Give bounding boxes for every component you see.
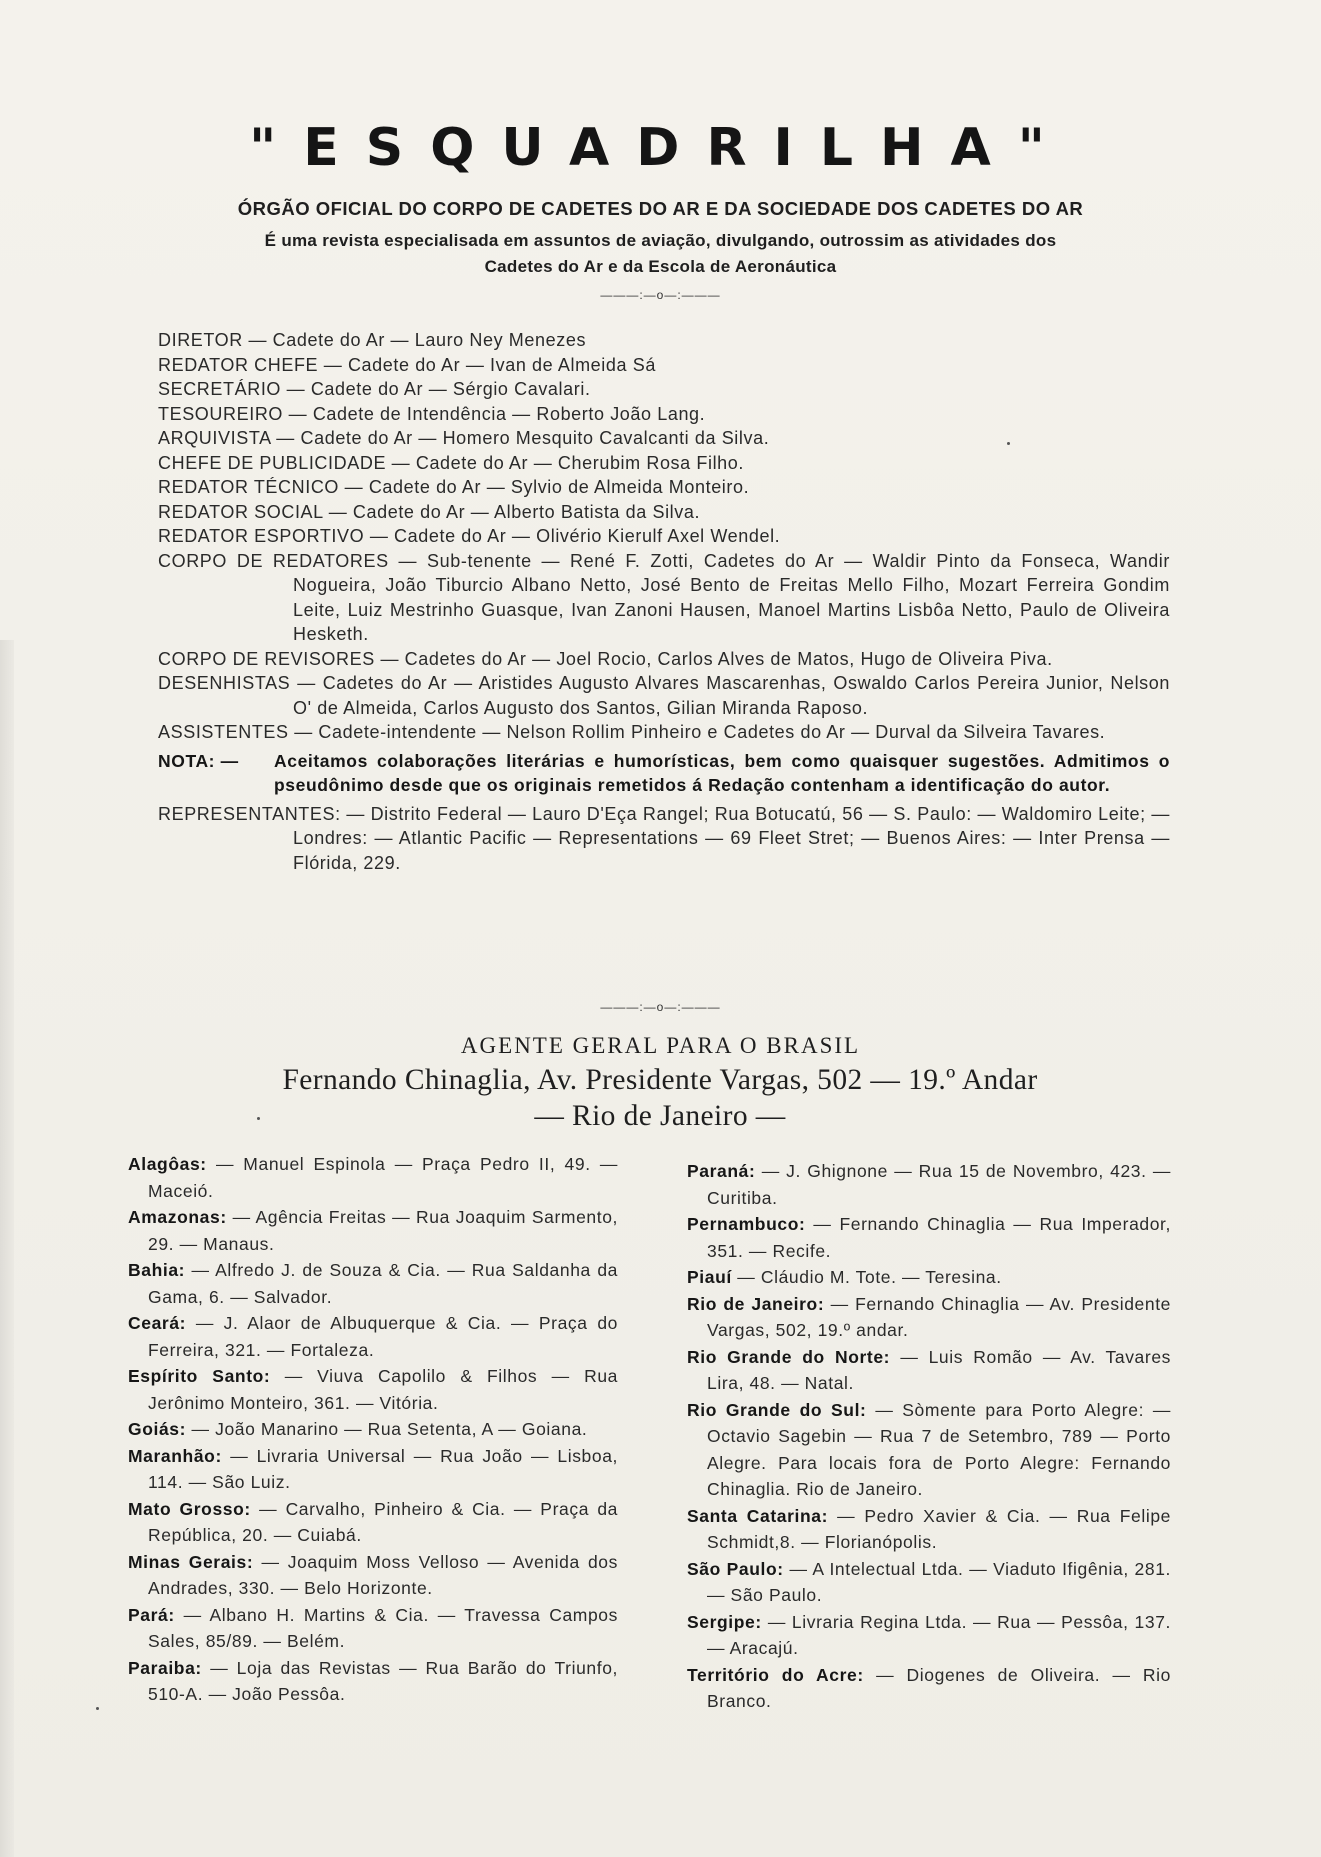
agent-state: Paraiba: [128, 1657, 202, 1678]
agent-entry [128, 1204, 618, 1257]
agent-entry [128, 1655, 618, 1708]
agent-details: — Manuel Espinola — Praça Pedro II, 49. — Maceió. [148, 1154, 618, 1201]
agent-state: Rio de Janeiro: [687, 1293, 825, 1314]
note-block [158, 749, 1170, 798]
staff-archivist: ARQUIVISTA — Cadete do Ar — Homero Mesquito Cavalcanti da Silva. [158, 428, 770, 448]
agent-state: Sergipe: [687, 1611, 762, 1632]
agent-entry [687, 1609, 1171, 1662]
separator-top: ———:—o—:——— [600, 288, 721, 302]
page-fold-shadow [0, 640, 14, 1857]
staff-editors-group [158, 549, 1170, 647]
agent-state: Rio Grande do Norte: [687, 1346, 891, 1367]
agent-state: Pernambuco: [687, 1214, 806, 1234]
agent-address-line2: — Rio de Janeiro — [534, 1100, 786, 1132]
agents-left-column [128, 1151, 618, 1708]
agent-entry [128, 1363, 618, 1416]
agent-details: — J. Ghignone — Rua 15 de Novembro, 423. — Curitiba. [707, 1161, 1171, 1208]
agent-state: Paraná: [687, 1161, 756, 1181]
agent-entry [128, 1443, 618, 1496]
print-speck [1007, 442, 1010, 445]
agent-entry [687, 1662, 1171, 1715]
magazine-subtitle: ÓRGÃO OFICIAL DO CORPO DE CADETES DO AR E DA SOCIEDADE DOS CADETES DO AR [237, 198, 1084, 219]
separator-middle: ———:—o—:——— [600, 1000, 721, 1014]
agent-entry [687, 1158, 1171, 1211]
magazine-title: "ESQUADRILHA" [249, 118, 1072, 178]
representatives-text: REPRESENTANTES: — Distrito Federal — Lauro D'Eça Rangel; Rua Botucatú, 56 — S. Paulo: — Waldomiro Leite; — Londres: — Atlantic Pacific — Representations — 69 Fleet Stret; — Buenos Aires: — Inter Prensa — Flórida, 229. [158, 803, 1170, 873]
staff-sports-editor: REDATOR ESPORTIVO — Cadete do Ar — Olivério Kierulf Axel Wendel. [158, 526, 781, 546]
agent-details: — Diogenes de Oliveira. — Rio Branco. [707, 1664, 1171, 1711]
agent-state: Maranhão: [128, 1445, 222, 1466]
agent-state: Bahia: [128, 1260, 186, 1280]
staff-secretary: SECRETÁRIO — Cadete do Ar — Sérgio Cavalari. [158, 379, 591, 399]
staff-designers-group [158, 671, 1170, 720]
agent-state: Rio Grande do Sul: [687, 1399, 867, 1420]
agent-details: — Fernando Chinaglia — Rua Imperador, 351. — Recife. [707, 1214, 1171, 1261]
editors-group-text: CORPO DE REDATORES — Sub-tenente — René F. Zotti, Cadetes do Ar — Waldir Pinto da Fonseca, Wandir Nogueira, João Tiburcio Albano Netto, José Bento de Freitas Mello Filho, Mozart Ferreira Gondim Leite, Luiz Mestrinho Guasque, Ivan Zanoni Hausen, Manoel Martins Lisbôa Netto, Paulo de Oliveira Hesketh. [158, 550, 1170, 644]
staff-director: DIRETOR — Cadete do Ar — Lauro Ney Menezes [158, 330, 587, 350]
agent-entry [687, 1503, 1171, 1556]
agent-address-line1: Fernando Chinaglia, Av. Presidente Vargas, 502 — 19.º Andar [282, 1064, 1038, 1096]
representatives-block [158, 802, 1170, 876]
agent-state: Amazonas: [128, 1207, 227, 1227]
agent-details: — Viuva Capolilo & Filhos — Rua Jerônimo Monteiro, 361. — Vitória. [148, 1366, 618, 1413]
agent-state: Mato Grosso: [128, 1498, 251, 1519]
magazine-description [0, 228, 1321, 280]
agent-entry [128, 1151, 618, 1204]
agent-state: Santa Catarina: [687, 1505, 829, 1526]
staff-revisors-group [158, 647, 1170, 672]
general-agent-address [140, 1062, 1180, 1134]
agent-entry [687, 1264, 1171, 1291]
agent-entry [687, 1397, 1171, 1503]
agent-entry [128, 1416, 618, 1443]
agent-state: São Paulo: [687, 1558, 784, 1579]
staff-chief-editor: REDATOR CHEFE — Cadete do Ar — Ivan de Almeida Sá [158, 354, 656, 375]
agent-state: Alagôas: [128, 1154, 207, 1174]
agent-entry [128, 1496, 618, 1549]
agent-details: — Pedro Xavier & Cia. — Rua Felipe Schmidt,8. — Florianópolis. [707, 1505, 1172, 1552]
agent-state: Minas Gerais: [128, 1551, 254, 1572]
agent-details: — Cláudio M. Tote. — Teresina. [737, 1267, 1002, 1287]
agent-details: — Loja das Revistas — Rua Barão do Triunfo, 510-A. — João Pessôa. [148, 1657, 618, 1704]
staff-list [158, 328, 1170, 875]
agent-details: — Agência Freitas — Rua Joaquim Sarmento, 29. — Manaus. [148, 1207, 619, 1254]
designers-group-text: DESENHISTAS — Cadetes do Ar — Aristides Augusto Alvares Mascarenhas, Oswaldo Carlos Pereira Junior, Nelson O' de Almeida, Carlos Augusto dos Santos, Gilian Miranda Raposo. [158, 673, 1170, 718]
agent-state: Goiás: [128, 1419, 187, 1439]
staff-publicity-chief: CHEFE DE PUBLICIDADE — Cadete do Ar — Cherubim Rosa Filho. [158, 452, 744, 473]
print-speck [96, 1707, 99, 1710]
agent-entry [687, 1211, 1171, 1264]
general-agent-title: AGENTE GERAL PARA O BRASIL [460, 1033, 861, 1058]
agent-details: — João Manarino — Rua Setenta, A — Goiana. [191, 1419, 588, 1439]
agent-entry [687, 1291, 1171, 1344]
staff-treasurer: TESOUREIRO — Cadete de Intendência — Roberto João Lang. [158, 403, 706, 424]
revisors-group-text: CORPO DE REVISORES — Cadetes do Ar — Joel Rocio, Carlos Alves de Matos, Hugo de Oliveira Piva. [158, 648, 1053, 669]
agent-entry [128, 1310, 618, 1363]
agent-entry [128, 1602, 618, 1655]
agent-state: Espírito Santo: [128, 1366, 271, 1386]
staff-technical-editor: REDATOR TÉCNICO — Cadete do Ar — Sylvio de Almeida Monteiro. [158, 477, 750, 497]
note-label: NOTA: — [158, 750, 239, 771]
agent-state: Piauí [687, 1267, 732, 1287]
agent-details: — Carvalho, Pinheiro & Cia. — Praça da República, 20. — Cuiabá. [148, 1498, 618, 1545]
agent-entry [687, 1344, 1171, 1397]
agent-state: Ceará: [128, 1313, 187, 1333]
description-text: É uma revista especialisada em assuntos de aviação, divulgando, outrossim as atividades dos Cadetes do Ar e da Escola de Aeronáutica [264, 231, 1057, 276]
agent-details: — Albano H. Martins & Cia. — Travessa Campos Sales, 85/89. — Belém. [148, 1604, 618, 1651]
agent-entry [687, 1556, 1171, 1609]
staff-assistants-group [158, 720, 1170, 745]
agent-details: — Livraria Regina Ltda. — Rua — Pessôa, 137. — Aracajú. [707, 1611, 1171, 1658]
agent-details: — Sòmente para Porto Alegre: — Octavio Sagebin — Rua 7 de Setembro, 789 — Porto Alegre. Para locais fora de Porto Alegre: Fernando Chinaglia. Rio de Janeiro. [707, 1399, 1171, 1499]
agent-details: — J. Alaor de Albuquerque & Cia. — Praça do Ferreira, 321. — Fortaleza. [148, 1313, 618, 1360]
agent-details: — A Intelectual Ltda. — Viaduto Ifigênia, 281. — São Paulo. [707, 1558, 1172, 1605]
agent-details: — Fernando Chinaglia — Av. Presidente Vargas, 502, 19.º andar. [707, 1293, 1171, 1340]
agent-details: — Joaquim Moss Velloso — Avenida dos Andrades, 330. — Belo Horizonte. [148, 1551, 618, 1598]
agent-details: — Livraria Universal — Rua João — Lisboa, 114. — São Luiz. [148, 1445, 619, 1492]
agent-details: — Luis Romão — Av. Tavares Lira, 48. — Natal. [707, 1346, 1172, 1393]
note-text: Aceitamos colaborações literárias e humorísticas, bem como quaisquer sugestões. Admitimos o pseudônimo desde que os originais remetidos á Redação contenham a identificação do autor. [274, 750, 1170, 795]
assistants-group-text: ASSISTENTES — Cadete-intendente — Nelson Rollim Pinheiro e Cadetes do Ar — Durval da Silveira Tavares. [158, 722, 1106, 742]
print-speck [257, 1117, 260, 1120]
agent-entry [128, 1549, 618, 1602]
agent-state: Território do Acre: [687, 1664, 864, 1685]
agent-details: — Alfredo J. de Souza & Cia. — Rua Saldanha da Gama, 6. — Salvador. [148, 1260, 618, 1307]
agents-right-column [687, 1158, 1171, 1715]
agent-state: Pará: [128, 1604, 175, 1625]
agent-entry [128, 1257, 618, 1310]
staff-social-editor: REDATOR SOCIAL — Cadete do Ar — Alberto Batista da Silva. [158, 501, 701, 522]
